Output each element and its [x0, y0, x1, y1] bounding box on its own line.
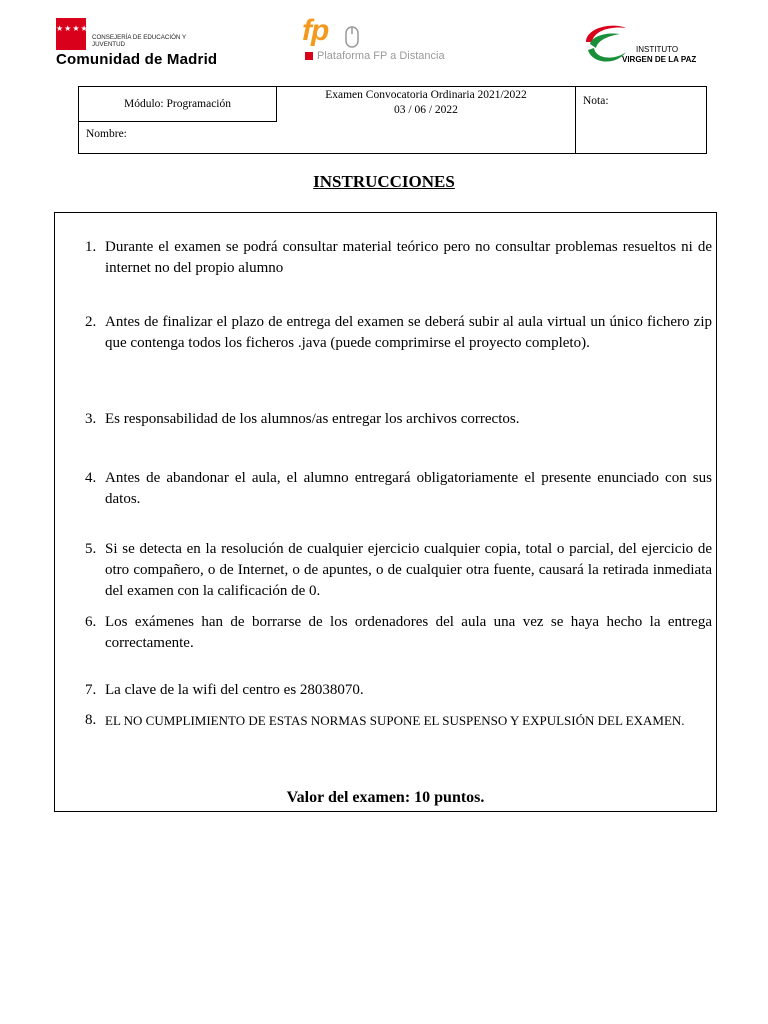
item-text: Antes de abandonar el aula, el alumno entregará obligatoriamente el presente enunciado con sus datos.: [105, 470, 712, 507]
instituto-name: VIRGEN DE LA PAZ: [622, 55, 697, 64]
fp-red-square: [305, 52, 313, 60]
item-number: 2.: [85, 314, 97, 330]
grade-label: Nota:: [583, 95, 609, 107]
item-number: 5.: [85, 541, 97, 557]
exam-info-table: [78, 86, 707, 154]
item-text: EL NO CUMPLIMIENTO DE ESTAS NORMAS SUPONE EL SUSPENSO Y EXPULSIÓN DEL EXAMEN.: [105, 713, 685, 728]
module-cell: Módulo: Programación: [79, 87, 277, 122]
instructions-title: INSTRUCCIONES: [313, 172, 455, 191]
department-label: CONSEJERÍA DE EDUCACIÓN Y JUVENTUD: [92, 34, 186, 48]
item-text: Durante el examen se podrá consultar material teórico pero no consultar problemas resueltos ni de internet no del propio alumno: [105, 239, 712, 276]
name-label: Nombre:: [86, 128, 127, 140]
mouse-icon: [345, 26, 359, 48]
item-number: 8.: [85, 712, 97, 728]
item-number: 3.: [85, 411, 97, 427]
item-number: 1.: [85, 239, 97, 255]
fp-platform-label: Plataforma FP a Distancia: [317, 50, 445, 62]
comunidad-madrid-name: Comunidad de Madrid: [56, 51, 218, 68]
exam-title: Examen Convocatoria Ordinaria 2021/2022: [325, 89, 527, 101]
item-text: Antes de finalizar el plazo de entrega del examen se deberá subir al aula virtual un único fichero zip que contenga todos los ficheros .java (puede comprimirse el proyecto completo).: [105, 314, 712, 351]
instituto-label: INSTITUTO: [636, 45, 679, 54]
exam-value: Valor del examen: 10 puntos.: [286, 789, 485, 806]
item-number: 4.: [85, 470, 97, 486]
comunidad-madrid-stars: ★★★★★★★: [56, 24, 114, 33]
instructions-box: [54, 212, 717, 812]
item-number: 6.: [85, 614, 97, 630]
grade-cell: [575, 87, 706, 153]
exam-cell: [277, 87, 575, 118]
item-text: Es responsabilidad de los alumnos/as entregar los archivos correctos.: [105, 411, 520, 427]
exam-date: 03 / 06 / 2022: [394, 104, 458, 116]
comunidad-madrid-flag: [56, 18, 114, 50]
item-text: La clave de la wifi del centro es 28038070.: [105, 682, 364, 698]
item-text: Los exámenes han de borrarse de los ordenadores del aula una vez se haya hecho la entrega correctamente.: [105, 614, 712, 651]
item-text: Si se detecta en la resolución de cualquier ejercicio cualquier copia, total o parcial, del ejercicio de otro compañero, o de Internet, o de apuntes, o de cualquier otra fuente, causará la retirada inmediata del examen con la calificación de 0.: [105, 541, 712, 599]
fp-logo-mark: fp: [302, 14, 329, 47]
item-number: 7.: [85, 682, 97, 698]
